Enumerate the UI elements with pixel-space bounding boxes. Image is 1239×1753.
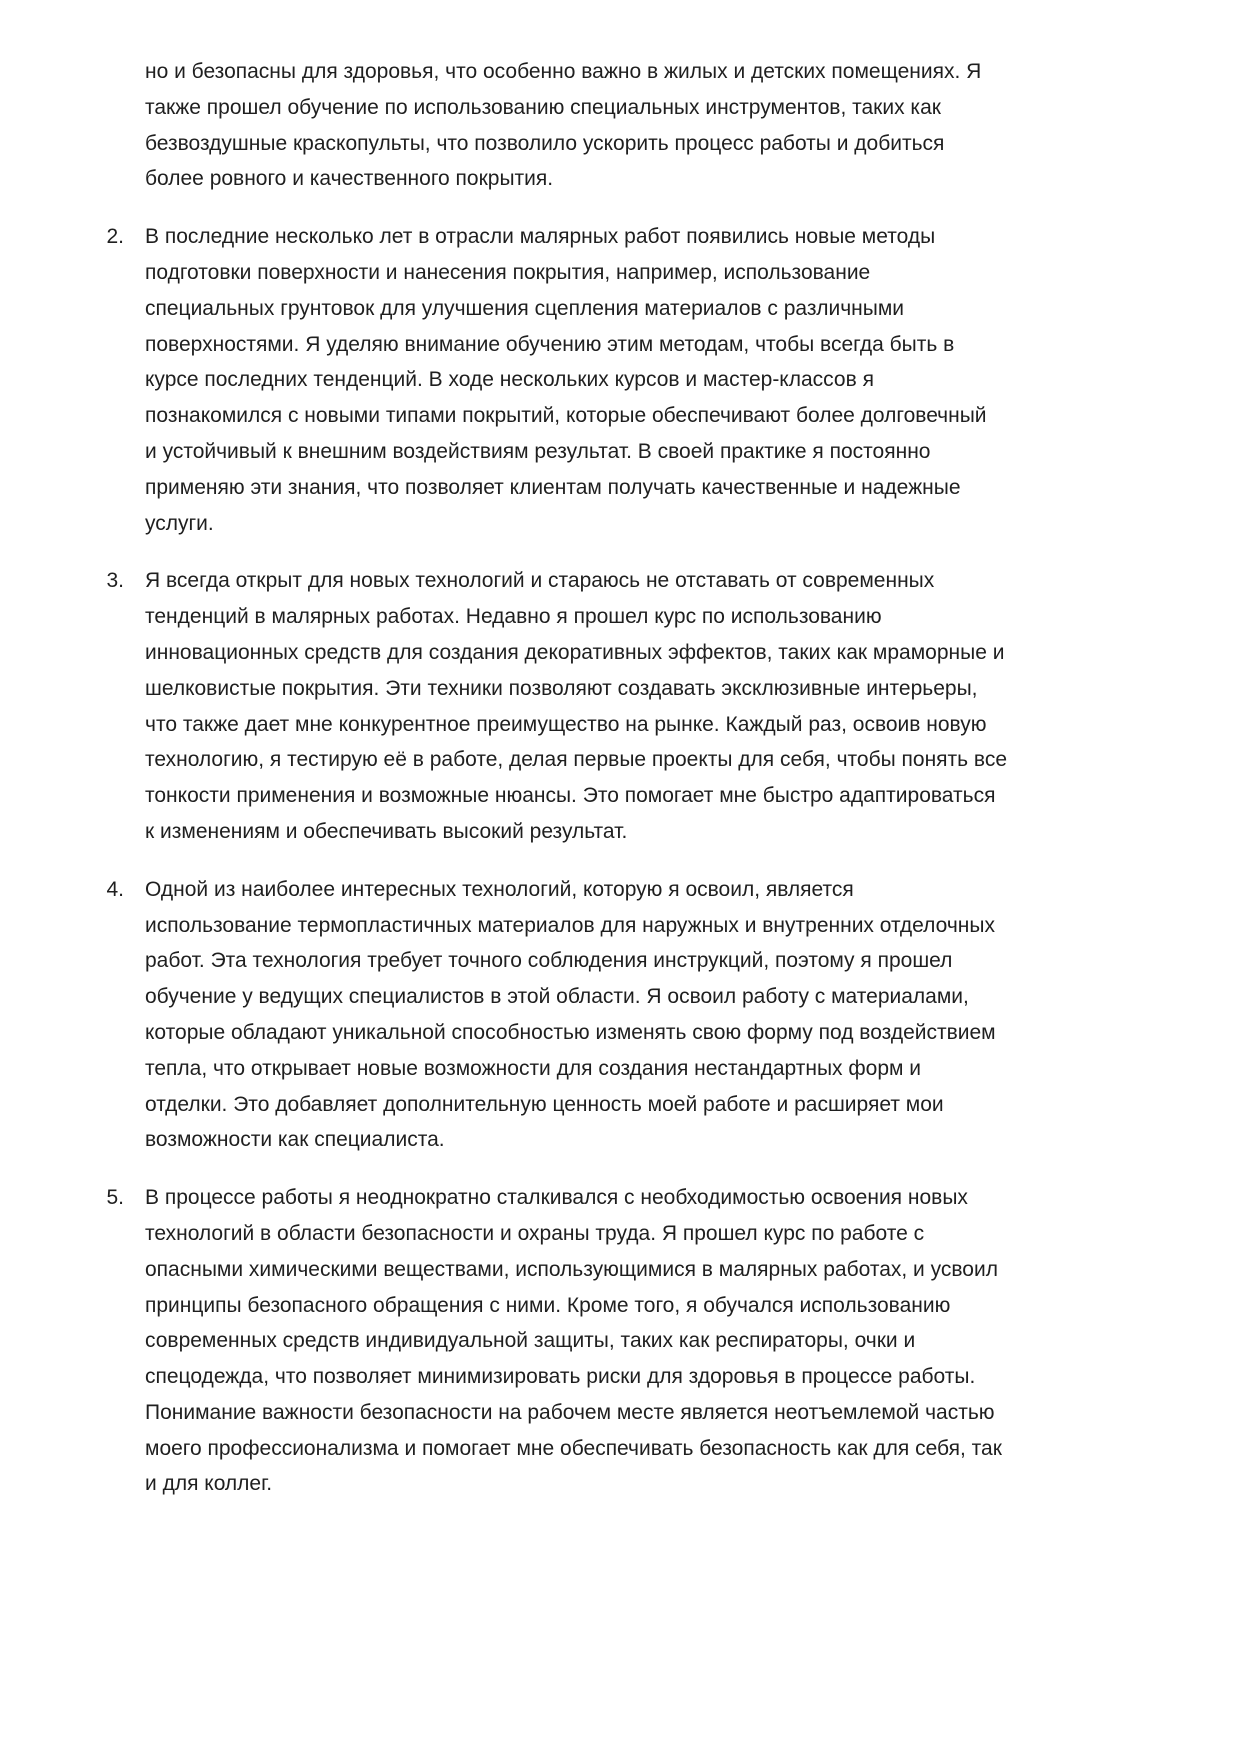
paragraph-line: обучение у ведущих специалистов в этой области. Я освоил работу с материалами, [145,985,969,1009]
paragraph-line: тонкости применения и возможные нюансы. Это помогает мне быстро адаптироваться [145,784,996,808]
list-item-number: 3. [106,569,124,593]
paragraph-line: возможности как специалиста. [145,1128,445,1152]
paragraph-line: спецодежда, что позволяет минимизировать риски для здоровья в процессе работы. [145,1365,976,1389]
list-item [0,54,1239,197]
paragraph-line: поверхностями. Я уделяю внимание обучению этим методам, чтобы всегда быть в [145,332,955,356]
paragraph-line: безвоздушные краскопульты, что позволило ускорить процесс работы и добиться [145,131,945,155]
paragraph-line: тепла, что открывает новые возможности для создания нестандартных форм и [145,1056,922,1080]
paragraph-line: применяю эти знания, что позволяет клиентам получать качественные и надежные [145,475,961,499]
paragraph-line: современных средств индивидуальной защиты, таких как респираторы, очки и [145,1329,916,1353]
paragraph-line: технологий в области безопасности и охраны труда. Я прошел курс по работе с [145,1221,925,1245]
paragraph-line: опасными химическими веществами, использующимися в малярных работах, и усвоил [145,1257,998,1281]
list-item [0,563,1239,849]
paragraph-line: инновационных средств для создания декоративных эффектов, таких как мраморные и [145,640,1005,664]
paragraph-line: курсе последних тенденций. В ходе нескольких курсов и мастер-классов я [145,368,874,392]
paragraph-line: использование термопластичных материалов для наружных и внутренних отделочных [145,913,995,937]
paragraph-line: познакомился с новыми типами покрытий, которые обеспечивают более долговечный [145,404,987,428]
paragraph-line: более ровного и качественного покрытия. [145,167,554,191]
paragraph-line: специальных грунтовок для улучшения сцепления материалов с различными [145,296,905,320]
paragraph-line: шелковистые покрытия. Эти техники позволяют создавать эксклюзивные интерьеры, [145,676,978,700]
paragraph-line: что также дает мне конкурентное преимущество на рынке. Каждый раз, освоив новую [145,712,987,736]
list-item [0,219,1239,541]
paragraph-line: Я всегда открыт для новых технологий и стараюсь не отставать от современных [145,569,935,593]
paragraph-line: моего профессионализма и помогает мне обеспечивать безопасность как для себя, так [145,1436,1002,1460]
paragraph-line: технологию, я тестирую её в работе, делая первые проекты для себя, чтобы понять все [145,748,1008,772]
paragraph-line: В процессе работы я неоднократно сталкивался с необходимостью освоения новых [145,1186,968,1210]
numbered-list [0,54,1239,1524]
list-item-number: 5. [106,1186,124,1210]
list-item [0,872,1239,1158]
paragraph-line: также прошел обучение по использованию специальных инструментов, таких как [145,95,941,119]
paragraph-line: В последние несколько лет в отрасли малярных работ появились новые методы [145,225,936,249]
paragraph-line: Понимание важности безопасности на рабочем месте является неотъемлемой частью [145,1400,995,1424]
list-item [0,1180,1239,1502]
paragraph-line: отделки. Это добавляет дополнительную ценность моей работе и расширяет мои [145,1092,944,1116]
paragraph-line: подготовки поверхности и нанесения покрытия, например, использование [145,260,871,284]
paragraph-line: принципы безопасного обращения с ними. Кроме того, я обучался использованию [145,1293,951,1317]
paragraph-line: и устойчивый к внешним воздействиям результат. В своей практике я постоянно [145,439,931,463]
paragraph-line: услуги. [145,511,214,535]
paragraph-line: и для коллег. [145,1472,273,1496]
list-item-number: 4. [106,877,124,901]
paragraph-line: работ. Эта технология требует точного соблюдения инструкций, поэтому я прошел [145,949,953,973]
paragraph-line: к изменениям и обеспечивать высокий результат. [145,819,628,843]
list-item-number: 2. [106,225,124,249]
paragraph-line: тенденций в малярных работах. Недавно я прошел курс по использованию [145,605,882,629]
paragraph-line: Одной из наиболее интересных технологий, которую я освоил, является [145,877,854,901]
paragraph-line: которые обладают уникальной способностью изменять свою форму под воздействием [145,1020,996,1044]
paragraph-line: но и безопасны для здоровья, что особенно важно в жилых и детских помещениях. Я [145,60,982,83]
